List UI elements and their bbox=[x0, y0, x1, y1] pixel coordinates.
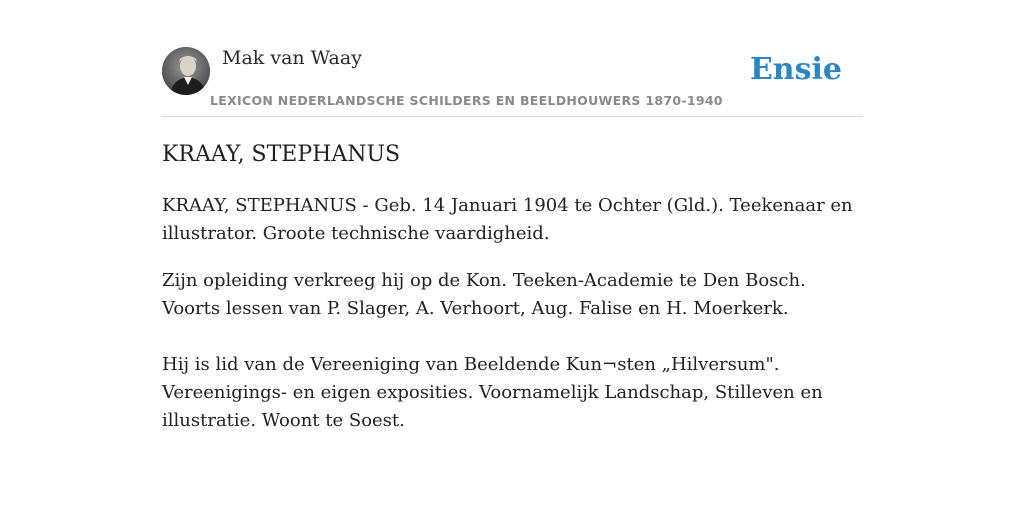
lexicon-subtitle[interactable]: LEXICON NEDERLANDSCHE SCHILDERS EN BEELDHOUWERS 1870-1940 bbox=[210, 93, 723, 108]
author-portrait-icon bbox=[162, 47, 210, 95]
brand-logo[interactable]: Ensie bbox=[749, 52, 842, 87]
author-avatar[interactable] bbox=[162, 47, 210, 95]
paragraph: KRAAY, STEPHANUS - Geb. 14 Januari 1904 te Ochter (Gld.). Teekenaar en illustrator. Groote technische vaardigheid. bbox=[162, 195, 853, 244]
article-title: KRAAY, STEPHANUS bbox=[162, 142, 401, 167]
paragraph: Zijn opleiding verkreeg hij op de Kon. Teeken-Academie te Den Bosch. Voorts lessen van P. Slager, A. Verhoort, Aug. Falise en H. Moerkerk. bbox=[162, 270, 806, 319]
author-name[interactable]: Mak van Waay bbox=[222, 47, 362, 69]
article-body bbox=[162, 192, 862, 435]
header bbox=[162, 46, 862, 117]
paragraph: Hij is lid van de Vereeniging van Beeldende Kun¬sten „Hilversum". Vereenigings- en eigen exposities. Voornamelijk Landschap, Stilleven en illustratie. Woont te Soest. bbox=[162, 354, 823, 431]
